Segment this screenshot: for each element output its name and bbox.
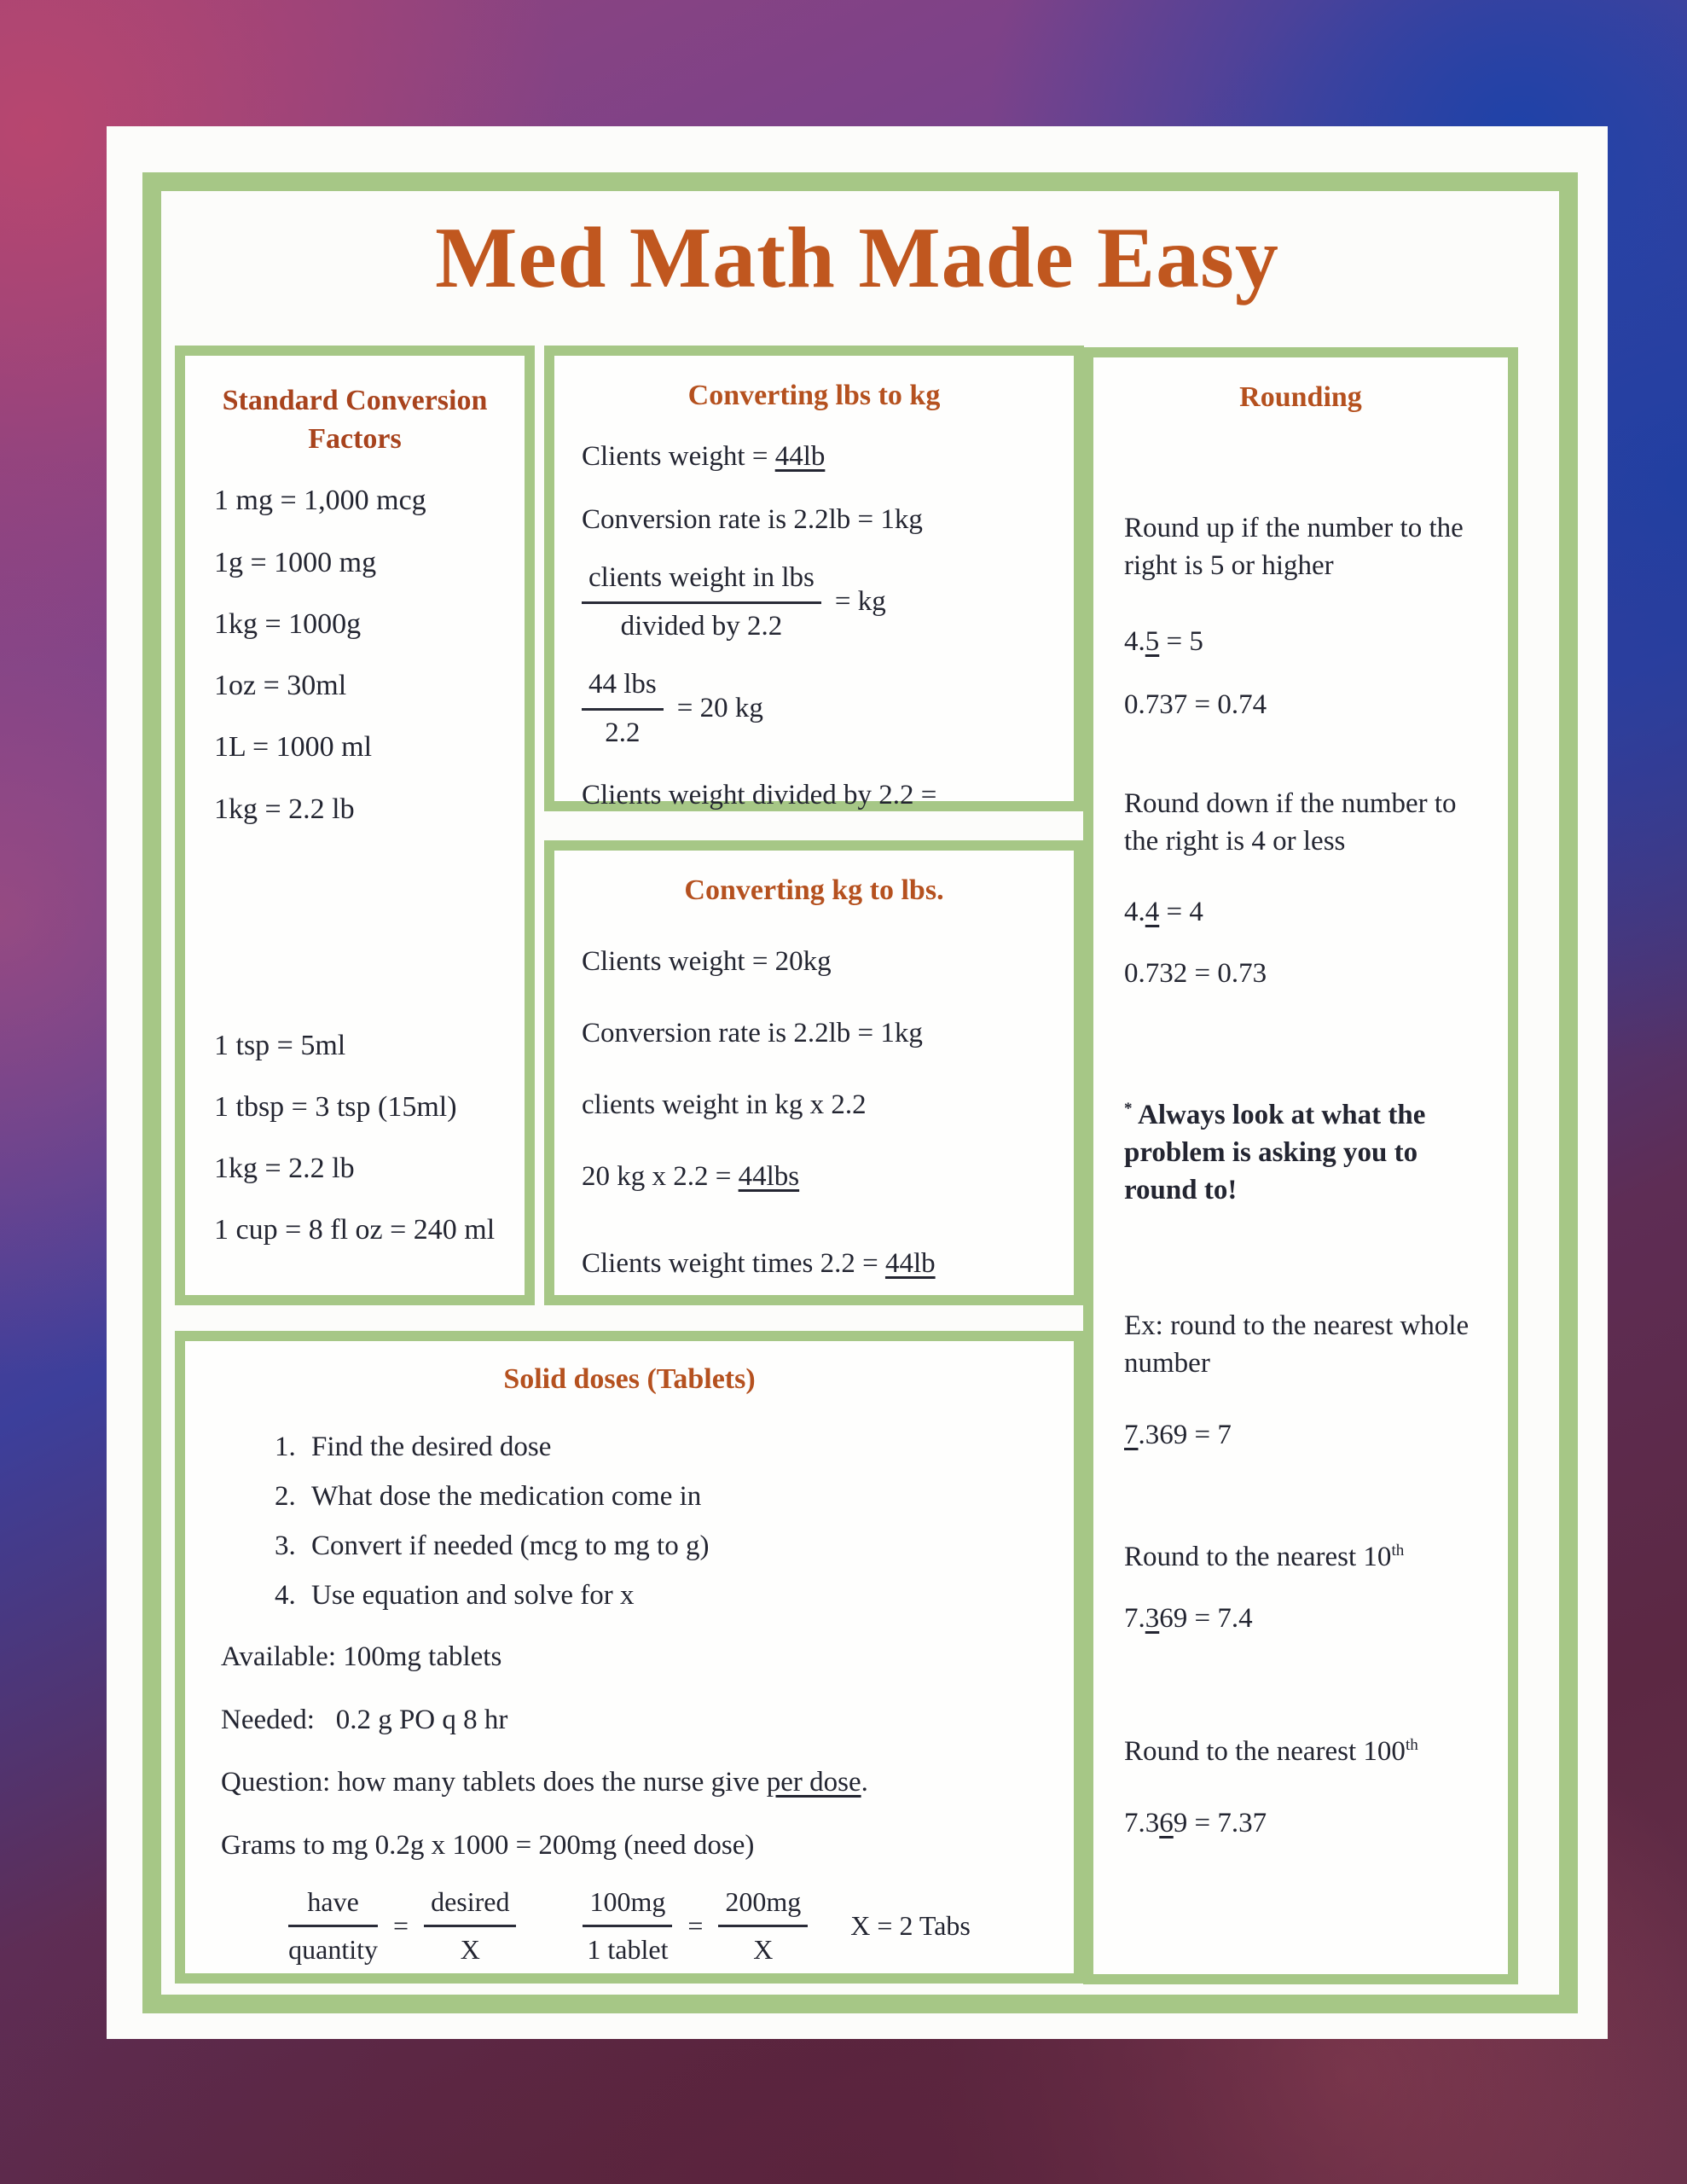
- formula-result: = kg: [834, 586, 886, 618]
- lbs-to-kg-box: [544, 346, 1084, 811]
- tenth-label: Round to the nearest 10th: [1124, 1542, 1405, 1573]
- equals-sign: =: [393, 1909, 409, 1941]
- worksheet-page: [107, 126, 1608, 2039]
- conversion-item: 1kg = 1000g: [214, 607, 362, 640]
- whole-number-example: 7.369 = 7: [1124, 1419, 1232, 1450]
- round-down-rule: Round down if the number to the right is 4 or less: [1124, 787, 1457, 857]
- kg-to-lbs-box: [544, 840, 1084, 1305]
- rounding-note: * Always look at what the problem is asking you to round to!: [1124, 1100, 1426, 1205]
- conversion-item: 1 tbsp = 3 tsp (15ml): [214, 1090, 457, 1123]
- grams-conversion-line: Grams to mg 0.2g x 1000 = 200mg (need dose): [221, 1830, 755, 1862]
- conversion-item: 1kg = 2.2 lb: [214, 1153, 355, 1185]
- conversion-item: 1 mg = 1,000 mcg: [214, 485, 426, 517]
- asterisk: *: [1124, 1100, 1133, 1118]
- spacer: [206, 828, 504, 1003]
- step-item: 3. Convert if needed (mcg to mg to g): [303, 1528, 1040, 1565]
- equation-result: X = 2 Tabs: [850, 1909, 971, 1941]
- standard-conversion-heading: Standard Conversion Factors: [222, 385, 488, 456]
- conversion-rate-line: Conversion rate is 2.2lb = 1kg: [582, 504, 923, 536]
- round-up-rule: Round up if the number to the right is 5 or higher: [1124, 513, 1464, 582]
- hundredth-label: Round to the nearest 100th: [1124, 1736, 1418, 1768]
- needed-x-fraction: $\frac{200mg}{X}$: [718, 1884, 808, 1967]
- client-weight-line: Clients weight = 44lb: [582, 441, 826, 473]
- solid-doses-heading: Solid doses (Tablets): [503, 1363, 756, 1395]
- lbs-formula-equation: [582, 560, 1048, 646]
- hundredth-example: 7.369 = 7.37: [1124, 1808, 1267, 1839]
- kg-summary-line: Clients weight times 2.2 = 44lb: [582, 1247, 936, 1279]
- round-up-example-2: 0.737 = 0.74: [1124, 688, 1267, 720]
- kg-example-line: 20 kg x 2.2 = 44lbs: [582, 1160, 800, 1192]
- solid-doses-box: [175, 1331, 1084, 1984]
- page-title: Med Math Made Easy: [435, 210, 1279, 306]
- rounding-box: [1083, 347, 1518, 1984]
- available-line: Available: 100mg tablets: [221, 1641, 502, 1672]
- kg-formula-line: clients weight in kg x 2.2: [582, 1089, 867, 1120]
- step-item: 4. Use equation and solve for x: [303, 1577, 1040, 1615]
- client-weight-line: Clients weight = 20kg: [582, 946, 832, 978]
- desired-x-fraction: $\frac{\text{desired}}{X}$: [424, 1884, 516, 1967]
- lbs-example-equation: [582, 666, 1048, 752]
- example-result: = 20 kg: [676, 693, 763, 724]
- conversion-item: 1 cup = 8 fl oz = 240 ml: [214, 1214, 496, 1246]
- conversion-item: 1kg = 2.2 lb: [214, 793, 355, 825]
- question-line: Question: how many tablets does the nurse give per dose.: [221, 1767, 868, 1798]
- conversion-item: 1g = 1000 mg: [214, 546, 377, 578]
- conversion-item: 1 tsp = 5ml: [214, 1029, 346, 1061]
- step-item: 2. What dose the medication come in: [303, 1478, 1040, 1516]
- whole-number-label: Ex: round to the nearest whole number: [1124, 1310, 1470, 1379]
- round-down-example-1: 4.4 = 4: [1124, 897, 1203, 928]
- conversion-item: 1oz = 30ml: [214, 670, 347, 702]
- solid-doses-steps: [219, 1429, 1040, 1615]
- tenth-example: 7.369 = 7.4: [1124, 1603, 1253, 1635]
- round-down-example-2: 0.732 = 0.73: [1124, 958, 1267, 990]
- conversion-item: 1L = 1000 ml: [214, 731, 373, 764]
- round-up-example-1: 4.5 = 5: [1124, 625, 1203, 657]
- dose-equation: [219, 1884, 1040, 1967]
- step-item: 1. Find the desired dose: [303, 1429, 1040, 1467]
- formula-fraction: $\frac{\text{clients weight in lbs}}{\text{divided by 2.2}}$: [582, 560, 821, 646]
- available-tablet-fraction: $\frac{100mg}{\text{1 tablet}}$: [583, 1884, 672, 1967]
- have-quantity-fraction: $\frac{\text{have}}{\text{quantity}}$: [288, 1884, 378, 1967]
- equals-sign: =: [687, 1909, 704, 1941]
- rounding-heading: Rounding: [1239, 381, 1362, 413]
- example-fraction: $\frac{\text{44 lbs}}{2.2}$: [582, 666, 664, 752]
- conversion-rate-line: Conversion rate is 2.2lb = 1kg: [582, 1018, 923, 1049]
- lbs-summary-line: Clients weight divided by 2.2 =: [582, 780, 937, 811]
- kg-to-lbs-heading: Converting kg to lbs.: [684, 874, 944, 906]
- lbs-to-kg-heading: Converting lbs to kg: [687, 380, 941, 411]
- standard-conversion-box: [175, 346, 535, 1305]
- needed-line: Needed: 0.2 g PO q 8 hr: [221, 1704, 508, 1735]
